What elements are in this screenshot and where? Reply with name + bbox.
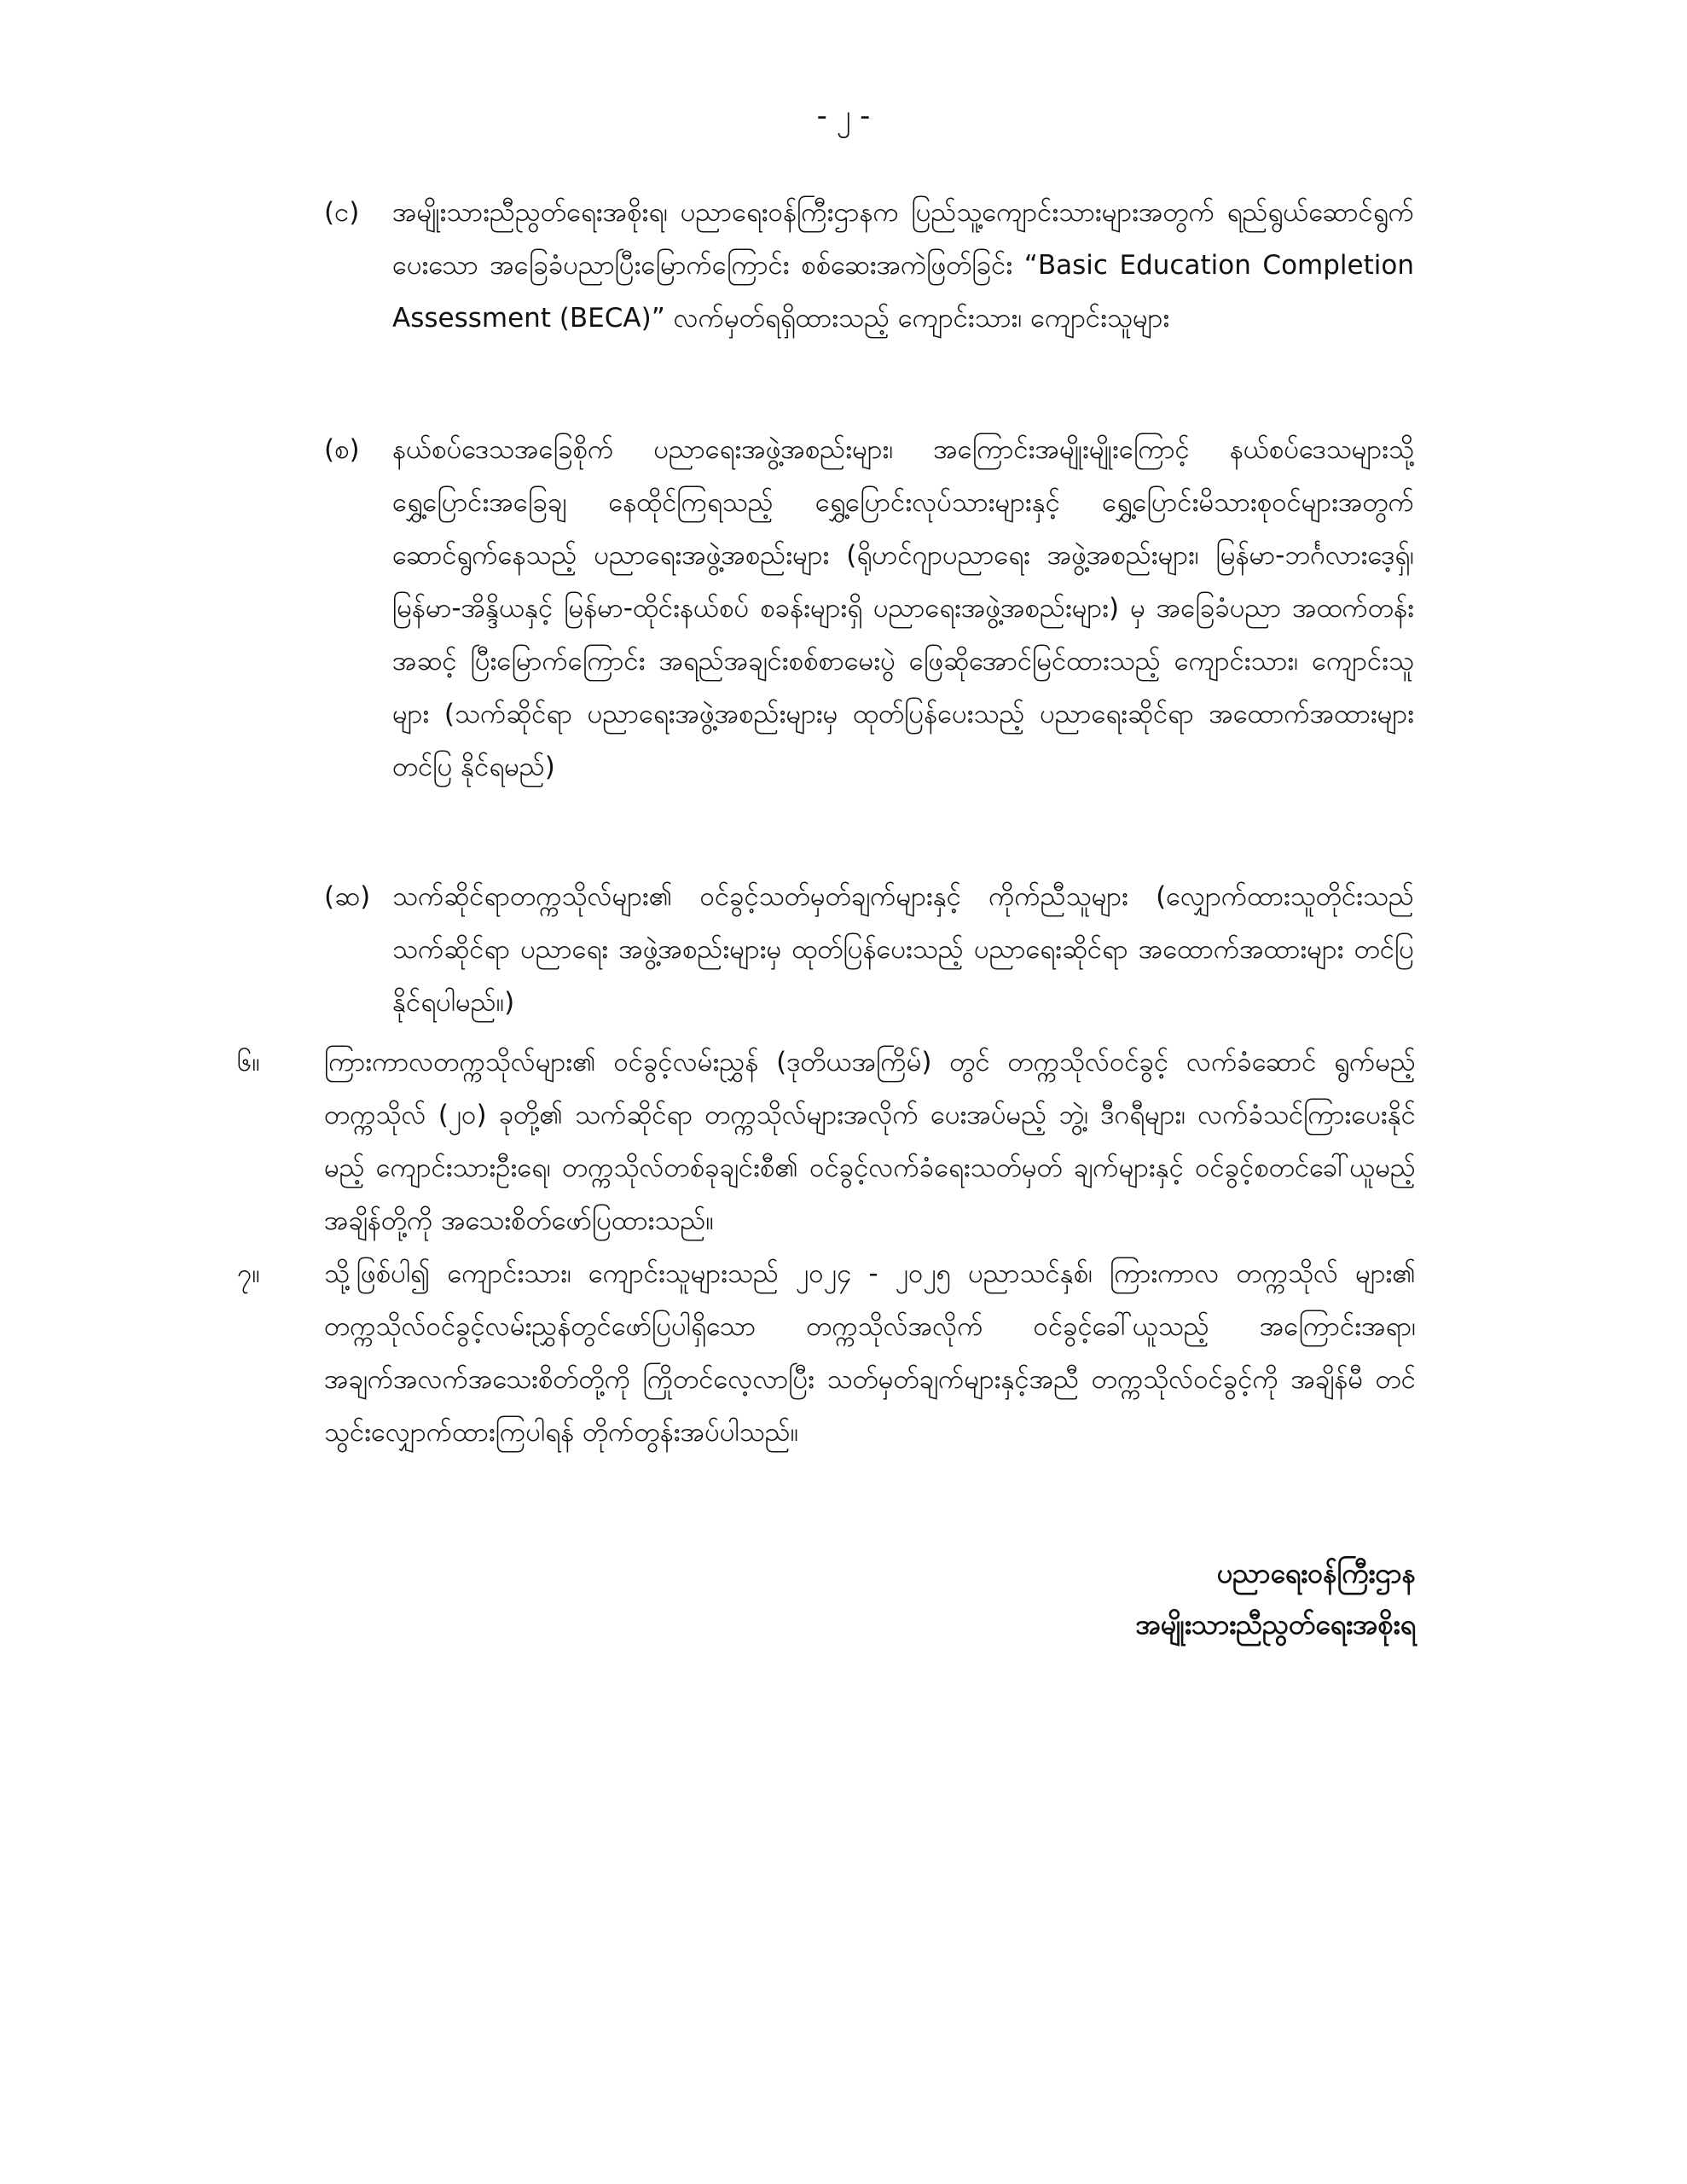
list-item-marker: (င) bbox=[324, 197, 360, 228]
signature-ministry: ပညာရေးဝန်ကြီးဌာန bbox=[1216, 1557, 1416, 1589]
list-item bbox=[324, 423, 1416, 846]
list-item-text: သက်ဆိုင်ရာတက္ကသိုလ်များ၏ ဝင်ခွင့်သတ်မှတ်ချက်များနှင့် ကိုက်ညီသူများ (လျှောက်ထားသူတိုင်းသည် သက်ဆိုင်ရာ ပညာရေး အဖွဲ့အစည်းများမှ ထုတ်ပြန်ပေးသည့် ပညာရေးဆိုင်ရာ အထောက်အထားများ တင်ပြနိုင်ရပါမည်။) bbox=[392, 881, 1414, 1018]
paragraph-number: ၆။ bbox=[237, 1047, 260, 1077]
numbered-paragraph bbox=[237, 1036, 1416, 1247]
paragraph-text: သို့ဖြစ်ပါ၍ ကျောင်းသား၊ ကျောင်းသူများသည် ၂၀၂၄ - ၂၀၂၅ ပညာသင်နှစ်၊ ကြားကာလ တက္ကသိုလ် များ၏ တက္ကသိုလ်ဝင်ခွင့်လမ်းညွှန်တွင်ဖော်ပြပါရှိသော တက္ကသိုလ်အလိုက် ဝင်ခွင့်ခေါ်ယူသည့် အကြောင်းအရာ၊ အချက်အလက်အသေးစိတ်တို့ကို ကြိုတင်လေ့လာပြီး သတ်မှတ်ချက်များနှင့်အညီ တက္ကသိုလ်ဝင်ခွင့်ကို အချိန်မီ တင်သွင်းလျှောက်ထားကြပါရန် တိုက်တွန်းအပ်ပါသည်။ bbox=[324, 1258, 1416, 1448]
list-item-marker: (စ) bbox=[324, 434, 360, 465]
numbered-paragraph bbox=[237, 1247, 1416, 1459]
list-item-marker: (ဆ) bbox=[324, 881, 371, 912]
signature-block bbox=[938, 1548, 1416, 1650]
list-item bbox=[324, 186, 1416, 399]
list-item-text: နယ်စပ်ဒေသအခြေစိုက် ပညာရေးအဖွဲ့အစည်းများ၊ အကြောင်းအမျိုးမျိုးကြောင့် နယ်စပ်ဒေသများသို့ ရွှေ့ပြောင်းအခြေချ နေထိုင်ကြရသည့် ရွှေ့ပြောင်းလုပ်သားများနှင့် ရွှေ့ပြောင်းမိသားစုဝင်များအတွက် ဆောင်ရွက်နေသည့် ပညာရေးအဖွဲ့အစည်းများ (ရိုဟင်ဂျာပညာရေး အဖွဲ့အစည်းများ၊ မြန်မာ-ဘင်္ဂလားဒေ့ရှ်၊ မြန်မာ-အိန္ဒိယနှင့် မြန်မာ-ထိုင်းနယ်စပ် စခန်းများရှိ ပညာရေးအဖွဲ့အစည်းများ) မှ အခြေခံပညာ အထက်တန်း အဆင့် ပြီးမြောက်ကြောင်း အရည်အချင်းစစ်စာမေးပွဲ ဖြေဆိုအောင်မြင်ထားသည့် ကျောင်းသား၊ ကျောင်းသူများ (သက်ဆိုင်ရာ ပညာရေးအဖွဲ့အစည်းများမှ ထုတ်ပြန်ပေးသည့် ပညာရေးဆိုင်ရာ အထောက်အထားများ တင်ပြ နိုင်ရမည်) bbox=[392, 434, 1414, 782]
paragraph-number: ၇။ bbox=[237, 1258, 260, 1289]
list-item-text: အမျိုးသားညီညွတ်ရေးအစိုးရ၊ ပညာရေးဝန်ကြီးဌာနက ပြည်သူ့ကျောင်းသားများအတွက် ရည်ရွယ်ဆောင်ရွက် ပေးသော အခြေခံပညာပြီးမြောက်ကြောင်း စစ်ဆေးအကဲဖြတ်ခြင်း “Basic Education Completion Assessment (BECA)” လက်မှတ်ရရှိထားသည့် ကျောင်းသား၊ ကျောင်းသူများ bbox=[392, 197, 1414, 334]
list-item bbox=[324, 870, 1416, 1029]
signature-government: အမျိုးသားညီညွတ်ရေးအစိုးရ bbox=[1135, 1608, 1416, 1641]
page-number: - ၂ - bbox=[816, 99, 871, 133]
paragraph-text: ကြားကာလတက္ကသိုလ်များ၏ ဝင်ခွင့်လမ်းညွှန် (ဒုတိယအကြိမ်) တွင် တက္ကသိုလ်ဝင်ခွင့် လက်ခံဆောင် ရွက်မည့် တက္ကသိုလ် (၂၀) ခုတို့၏ သက်ဆိုင်ရာ တက္ကသိုလ်များအလိုက် ပေးအပ်မည့် ဘွဲ့၊ ဒီဂရီများ၊ လက်ခံသင်ကြားပေးနိုင်မည့် ကျောင်းသားဦးရေ၊ တက္ကသိုလ်တစ်ခုချင်းစီ၏ ဝင်ခွင့်လက်ခံရေးသတ်မှတ် ချက်များနှင့် ဝင်ခွင့်စတင်ခေါ်ယူမည့်အချိန်တို့ကို အသေးစိတ်ဖော်ပြထားသည်။ bbox=[324, 1047, 1416, 1236]
